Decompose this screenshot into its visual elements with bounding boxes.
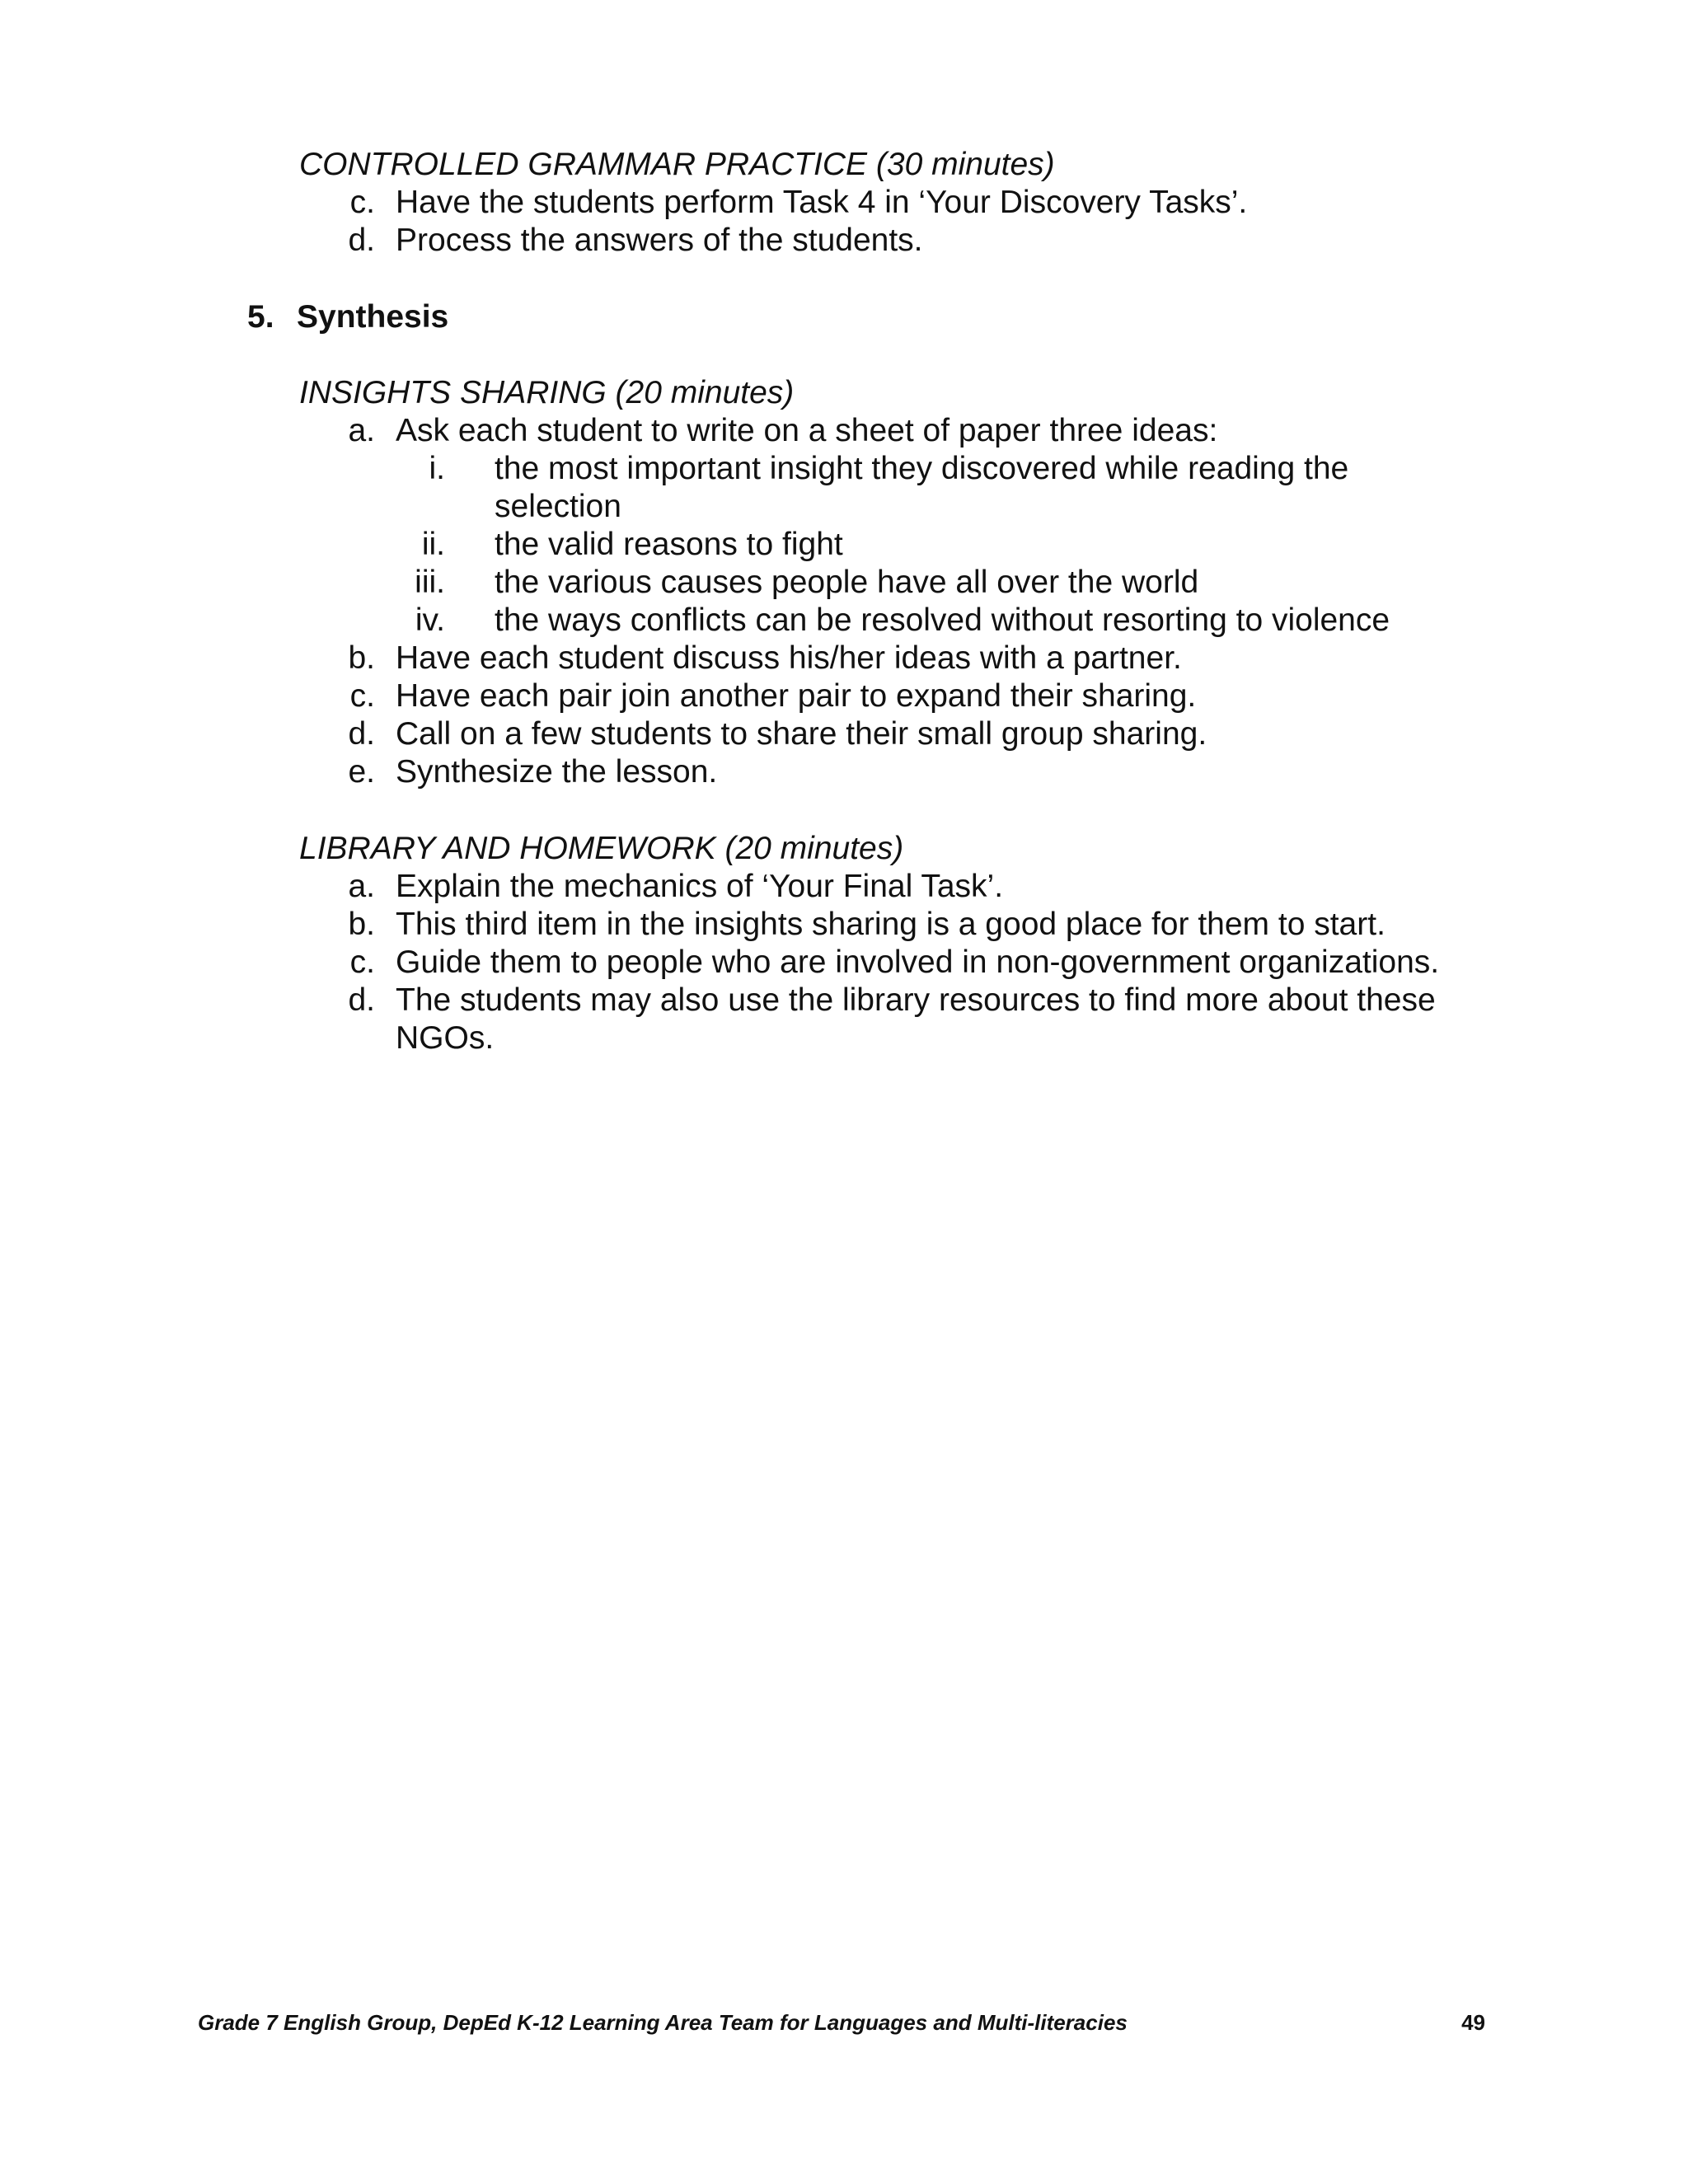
list-marker: d. [348,982,375,1018]
list-marker: a. [348,869,375,904]
list-marker: b. [348,640,375,676]
list-item: Have the students perform Task 4 in ‘Your Discovery Tasks’. [396,185,1248,220]
insights-sharing-heading: INSIGHTS SHARING (20 minutes) [299,375,795,410]
sublist-item: the valid reasons to fight [495,527,843,562]
list-marker: a. [348,413,375,448]
list-item: Synthesize the lesson. [396,754,718,790]
sublist-item: the most important insight they discovered while reading the [495,451,1349,486]
section-number: 5. [247,299,274,335]
list-marker: d. [348,223,375,258]
page-footer: Grade 7 English Group, DepEd K-12 Learning Area Team for Languages and Multi-literacies [198,2010,1128,2035]
list-marker: b. [348,907,375,942]
sublist-item: the various causes people have all over the world [495,565,1199,600]
sublist-marker: i. [429,451,445,486]
grammar-practice-heading: CONTROLLED GRAMMAR PRACTICE (30 minutes) [299,147,1055,182]
sublist-marker: ii. [421,527,445,562]
list-item: Ask each student to write on a sheet of paper three ideas: [396,413,1218,448]
list-item: Guide them to people who are involved in non-government organizations. [396,944,1440,980]
list-item: The students may also use the library resources to find more about these [396,982,1436,1018]
list-item: This third item in the insights sharing is a good place for them to start. [396,907,1386,942]
list-item: Call on a few students to share their small group sharing. [396,716,1207,752]
sublist-item-continuation: selection [495,489,621,524]
list-item: Have each pair join another pair to expand their sharing. [396,678,1197,714]
page-number: 49 [1461,2010,1485,2035]
list-marker: c. [349,944,375,980]
list-marker: d. [348,716,375,752]
list-item: Explain the mechanics of ‘Your Final Task’. [396,869,1004,904]
list-item-continuation: NGOs. [396,1020,495,1056]
list-item: Have each student discuss his/her ideas with a partner. [396,640,1182,676]
sublist-marker: iii. [415,565,445,600]
sublist-marker: iv. [415,602,445,638]
list-item: Process the answers of the students. [396,223,923,258]
list-marker: c. [349,185,375,220]
list-marker: e. [348,754,375,790]
sublist-item: the ways conflicts can be resolved without resorting to violence [495,602,1390,638]
library-homework-heading: LIBRARY AND HOMEWORK (20 minutes) [299,831,904,866]
section-title: Synthesis [297,299,449,335]
list-marker: c. [349,678,375,714]
